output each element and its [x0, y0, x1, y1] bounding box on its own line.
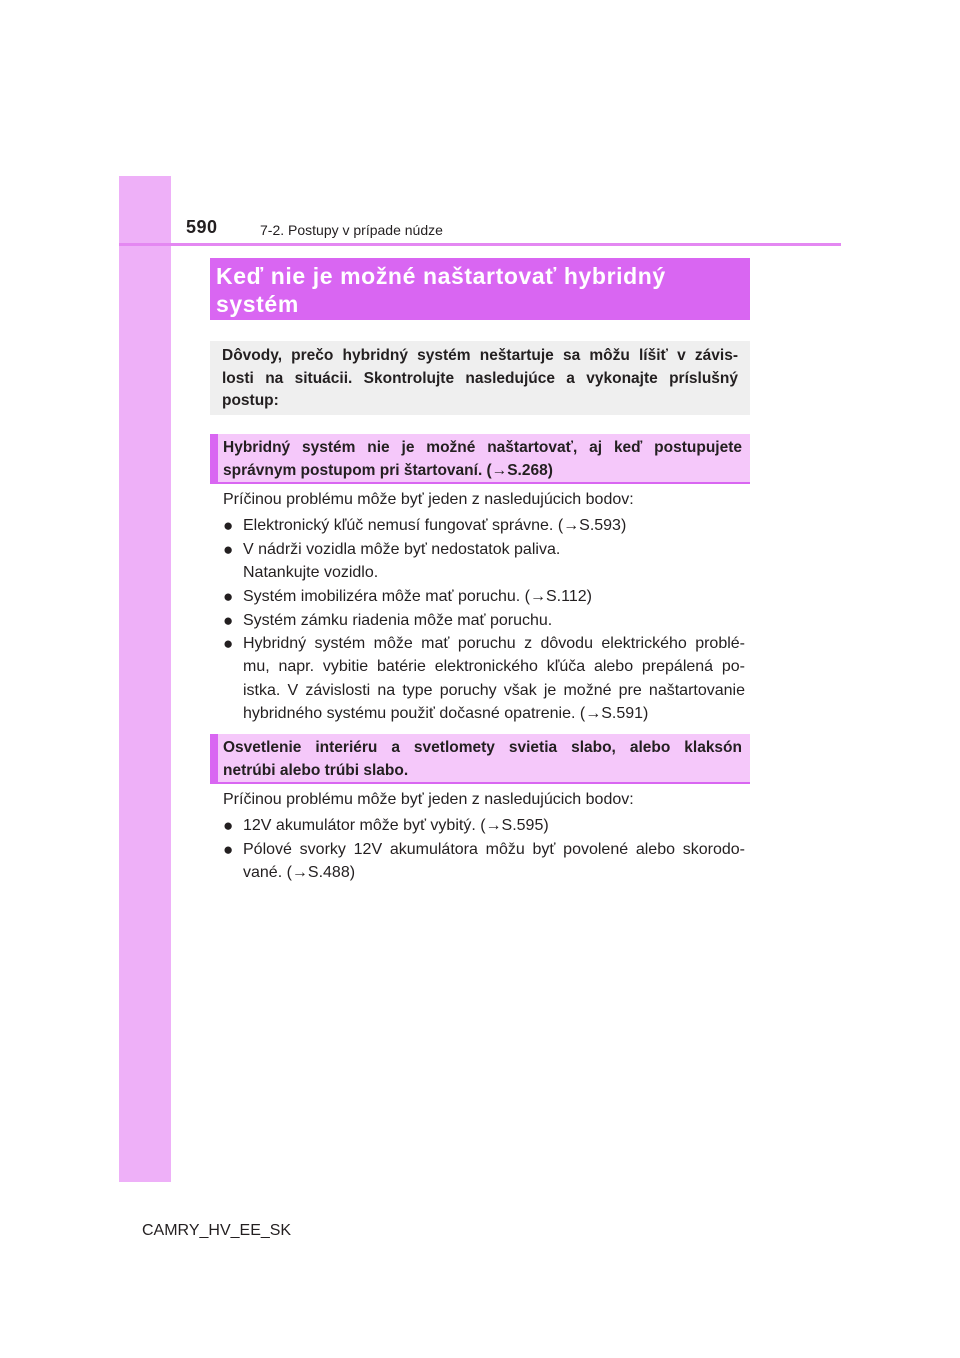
list-item-line: istka. V závislosti na type poruchy však je možné pre naštartovanie — [243, 681, 745, 699]
section2-lead: Príčinou problému môže byť jeden z nasledujúcich bodov: — [223, 791, 634, 808]
bullet-icon: ● — [223, 516, 234, 535]
section1-lead: Príčinou problému môže byť jeden z nasledujúcich bodov: — [223, 491, 634, 508]
bullet-icon: ● — [223, 587, 234, 606]
bullet-icon: ● — [223, 840, 234, 859]
section-title: 7-2. Postupy v prípade núdze — [260, 222, 443, 238]
bullet-icon: ● — [223, 611, 234, 630]
list-item-line: Elektronický kľúč nemusí fungovať správne. (→S.593) — [243, 517, 627, 534]
subheading-hybrid-not-starting — [210, 434, 750, 484]
list-item-line: Pólové svorky 12V akumulátora môžu byť povolené alebo skorodo- — [243, 841, 745, 858]
bullet-icon: ● — [223, 540, 234, 559]
list-item-line: Systém zámku riadenia môže mať poruchu. — [243, 612, 553, 629]
list-item-line: vané. (→S.488) — [243, 864, 356, 882]
intro-line: Dôvody, prečo hybridný systém neštartuje sa môžu líšiť v závis- — [222, 347, 738, 364]
intro-box — [210, 341, 750, 415]
subheading-line: Hybridný systém nie je možné naštartovať, aj keď postupujete — [223, 439, 742, 456]
page-title-line: systém — [216, 291, 299, 317]
chapter-side-tab — [119, 176, 171, 1182]
page-title-line: Keď nie je možné naštartovať hybridný — [216, 263, 666, 289]
subheading-line: Osvetlenie interiéru a svetlomety svietia slabo, alebo klaksón — [223, 739, 742, 756]
list-item-line: V nádrži vozidla môže byť nedostatok paliva. — [243, 541, 561, 558]
intro-line: postup: — [222, 392, 279, 410]
bullet-icon: ● — [223, 634, 234, 653]
list-item-line: Hybridný systém môže mať poruchu z dôvodu elektrického problé- — [243, 635, 745, 652]
subheading-line: správnym postupom pri štartovaní. (→S.268) — [223, 461, 553, 479]
page-title — [210, 258, 750, 320]
page-number: 590 — [186, 217, 218, 237]
subheading-line: netrúbi alebo trúbi slabo. — [223, 761, 409, 779]
list-item-line: hybridného systému použiť dočasné opatrenie. (→S.591) — [243, 704, 649, 722]
bullet-icon: ● — [223, 816, 234, 835]
footer-document-code: CAMRY_HV_EE_SK — [142, 1222, 292, 1239]
intro-line: losti na situácii. Skontrolujte nasledujúce a vykonajte príslušný — [222, 369, 738, 387]
list-item-line: Systém imobilizéra môže mať poruchu. (→S.112) — [243, 588, 592, 605]
subheading-weak-lights-horn — [210, 734, 750, 784]
list-item-line: Natankujte vozidlo. — [243, 564, 379, 582]
list-item-line: mu, napr. vybitie batérie elektronického kľúča alebo prepálená po- — [243, 658, 745, 676]
list-item-line: 12V akumulátor môže byť vybitý. (→S.595) — [243, 817, 549, 834]
header-rule — [119, 243, 841, 246]
